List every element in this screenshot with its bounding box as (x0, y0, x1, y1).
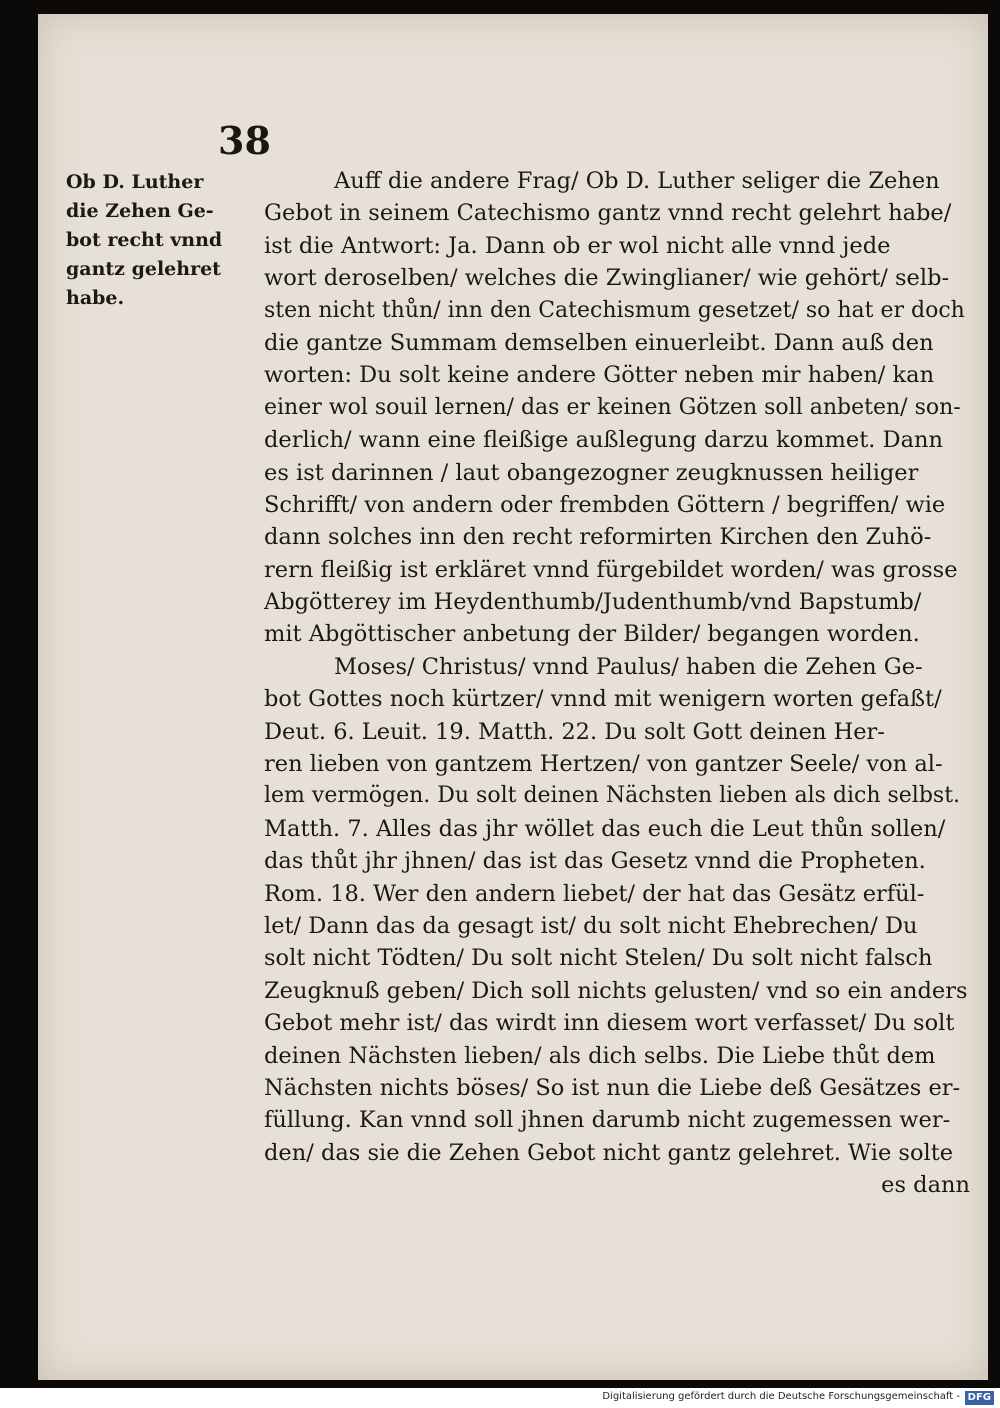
text-line: einer wol souil lernen/ das er keinen Götzen soll anbeten/ son- (264, 394, 961, 420)
text-line: let/ Dann das da gesagt ist/ du solt nicht Ehebrechen/ Du (264, 912, 918, 939)
text-line: Schrifft/ von andern oder frembden Göttern / begriffen/ wie (264, 491, 946, 518)
text-line: dann solches inn den recht reformirten Kirchen den Zuhö- (264, 524, 932, 551)
body-text (264, 165, 970, 1202)
funding-note: Digitalisierung gefördert durch die Deutsche Forschungsgemeinschaft - (602, 1391, 960, 1402)
text-line: füllung. Kan vnnd soll jhnen darumb nicht zugemessen wer- (264, 1107, 951, 1134)
text-line: ren lieben von gantzem Hertzen/ von gantzer Seele/ von al- (264, 751, 943, 778)
text-line: derlich/ wann eine fleißige außlegung darzu kommet. Dann (264, 427, 943, 454)
text-line: deinen Nächsten lieben/ als dich selbs. Die Liebe thůt dem (264, 1042, 936, 1069)
text-line: ist die Antwort: Ja. Dann ob er wol nicht alle vnnd jede (264, 232, 891, 259)
text-line: worten: Du solt keine andere Götter neben mir haben/ kan (264, 362, 935, 389)
text-line: bot Gottes noch kürtzer/ vnnd mit wenigern worten gefaßt/ (264, 686, 942, 713)
text-line: Auff die andere Frag/ Ob D. Luther seliger die Zehen (334, 168, 940, 194)
catchword: es dann (881, 1172, 970, 1199)
text-line: mit Abgöttischer anbetung der Bilder/ begangen worden. (264, 621, 920, 648)
page-number: 38 (218, 118, 271, 163)
text-line: Nächsten nichts böses/ So ist nun die Liebe deß Gesätzes er- (264, 1074, 961, 1101)
text-line: sten nicht thůn/ inn den Catechismum gesetzet/ so hat er doch (264, 297, 965, 323)
text-line: Gebot mehr ist/ das wirdt inn diesem wort verfasset/ Du solt (264, 1010, 955, 1037)
text-line: Moses/ Christus/ vnnd Paulus/ haben die Zehen Ge- (334, 653, 923, 680)
text-line: die gantze Summam demselben einuerleibt. Dann auß den (264, 329, 934, 356)
text-line: Zeugknuß geben/ Dich soll nichts gelusten/ vnd so ein anders (264, 977, 968, 1004)
text-line: rern fleißig ist erkläret vnnd fürgebildet worden/ was grosse (264, 556, 958, 583)
text-line: es ist darinnen / laut obangezogner zeugknussen heiliger (264, 459, 919, 486)
text-line: Abgötterey im Heydenthumb/Judenthumb/vnd Bapstumb/ (264, 589, 922, 616)
text-line: Deut. 6. Leuit. 19. Matth. 22. Du solt Gott deinen Her- (264, 718, 885, 745)
text-line: solt nicht Tödten/ Du solt nicht Stelen/ Du solt nicht falsch (264, 945, 933, 972)
text-line: lem vermögen. Du solt deinen Nächsten lieben als dich selbst. (264, 783, 961, 809)
text-line: wort deroselben/ welches die Zwinglianer/ wie gehört/ selb- (264, 265, 950, 292)
text-line: Rom. 18. Wer den andern liebet/ der hat das Gesätz erfül- (264, 880, 925, 907)
text-line: Matth. 7. Alles das jhr wöllet das euch die Leut thůn sollen/ (264, 815, 946, 842)
text-line: das thůt jhr jhnen/ das ist das Gesetz vnnd die Propheten. (264, 848, 926, 875)
dfg-logo: DFG (965, 1391, 994, 1405)
text-line: Gebot in seinem Catechismo gantz vnnd recht gelehrt habe/ (264, 200, 952, 227)
text-line: den/ das sie die Zehen Gebot nicht gantz gelehret. Wie solte (264, 1139, 954, 1166)
marginal-note: Ob D. Luther die Zehen Ge- bot recht vnnd gantz gelehret habe. (66, 171, 223, 309)
